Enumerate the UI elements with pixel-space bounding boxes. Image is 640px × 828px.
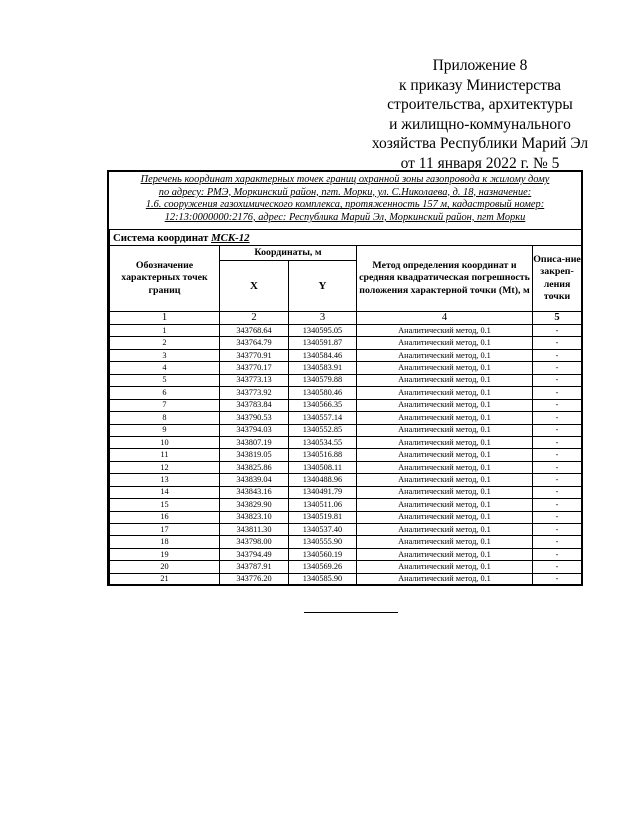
point-number: 17 xyxy=(110,524,220,536)
description-cell: - xyxy=(533,561,582,573)
table-row xyxy=(110,449,582,461)
x-coordinate: 343773.13 xyxy=(220,374,289,386)
y-coordinate: 1340591.87 xyxy=(289,337,357,349)
point-number: 15 xyxy=(110,499,220,511)
table-row xyxy=(110,573,582,585)
x-coordinate: 343787.91 xyxy=(220,561,289,573)
y-coordinate: 1340569.26 xyxy=(289,561,357,573)
point-number: 12 xyxy=(110,461,220,473)
description-cell: - xyxy=(533,337,582,349)
table-row xyxy=(110,486,582,498)
point-number: 6 xyxy=(110,387,220,399)
appendix-line: от 11 января 2022 г. № 5 xyxy=(400,154,560,172)
description-cell: - xyxy=(533,474,582,486)
table-row xyxy=(110,362,582,374)
method-cell: Аналитический метод, 0.1 xyxy=(357,362,533,374)
x-coordinate: 343807.19 xyxy=(220,436,289,448)
method-cell: Аналитический метод, 0.1 xyxy=(357,511,533,523)
method-cell: Аналитический метод, 0.1 xyxy=(357,486,533,498)
point-number: 10 xyxy=(110,436,220,448)
table-row xyxy=(110,536,582,548)
point-number: 20 xyxy=(110,561,220,573)
header-designation: Обозначение характерных точек границ xyxy=(110,246,220,312)
point-number: 13 xyxy=(110,474,220,486)
caption-line: 12:13:0000000:2176, адрес: Республика Марий Эл, Моркинский район, пгт Морки xyxy=(164,211,526,223)
header-x: X xyxy=(220,261,289,312)
point-number: 16 xyxy=(110,511,220,523)
y-coordinate: 1340585.90 xyxy=(289,573,357,585)
y-coordinate: 1340537.40 xyxy=(289,524,357,536)
header-method: Метод определения координат и средняя квадратическая погрешность положения характерной точки (Mt), м xyxy=(357,246,533,312)
x-coordinate: 343819.05 xyxy=(220,449,289,461)
point-number: 19 xyxy=(110,548,220,560)
table-row xyxy=(110,374,582,386)
method-cell: Аналитический метод, 0.1 xyxy=(357,337,533,349)
method-cell: Аналитический метод, 0.1 xyxy=(357,536,533,548)
method-cell: Аналитический метод, 0.1 xyxy=(357,387,533,399)
x-coordinate: 343783.84 xyxy=(220,399,289,411)
column-number: 2 xyxy=(220,312,289,325)
y-coordinate: 1340595.05 xyxy=(289,325,357,337)
table-row xyxy=(110,349,582,361)
method-cell: Аналитический метод, 0.1 xyxy=(357,412,533,424)
point-number: 8 xyxy=(110,412,220,424)
x-coordinate: 343843.16 xyxy=(220,486,289,498)
table-caption xyxy=(109,174,581,224)
method-cell: Аналитический метод, 0.1 xyxy=(357,449,533,461)
column-number: 3 xyxy=(289,312,357,325)
caption-line: Перечень координат характерных точек границ охранной зоны газопровода к жилому дому xyxy=(140,174,550,185)
description-cell: - xyxy=(533,461,582,473)
x-coordinate: 343768.64 xyxy=(220,325,289,337)
table-row xyxy=(110,548,582,560)
description-cell: - xyxy=(533,412,582,424)
point-number: 21 xyxy=(110,573,220,585)
coordinate-system-cell xyxy=(110,230,582,246)
x-coordinate: 343773.92 xyxy=(220,387,289,399)
method-cell: Аналитический метод, 0.1 xyxy=(357,325,533,337)
appendix-line: хозяйства Республики Марий Эл xyxy=(371,135,589,153)
x-coordinate: 343829.90 xyxy=(220,499,289,511)
description-cell: - xyxy=(533,486,582,498)
description-cell: - xyxy=(533,399,582,411)
method-cell: Аналитический метод, 0.1 xyxy=(357,524,533,536)
description-cell: - xyxy=(533,548,582,560)
coordinate-system-name: МСК-12 xyxy=(211,231,250,244)
description-cell: - xyxy=(533,524,582,536)
table-row xyxy=(110,474,582,486)
description-cell: - xyxy=(533,536,582,548)
method-cell: Аналитический метод, 0.1 xyxy=(357,499,533,511)
coordinates-table xyxy=(109,229,582,586)
point-number: 2 xyxy=(110,337,220,349)
x-coordinate: 343839.04 xyxy=(220,474,289,486)
point-number: 3 xyxy=(110,349,220,361)
y-coordinate: 1340488.96 xyxy=(289,474,357,486)
x-coordinate: 343776.20 xyxy=(220,573,289,585)
method-cell: Аналитический метод, 0.1 xyxy=(357,561,533,573)
caption-line: 1.6. сооружения газохимического комплекса, протяженность 157 м, кадастровый номер: xyxy=(145,199,545,211)
signature-line xyxy=(304,612,398,613)
y-coordinate: 1340534.55 xyxy=(289,436,357,448)
column-number-row xyxy=(110,312,582,325)
y-coordinate: 1340557.14 xyxy=(289,412,357,424)
x-coordinate: 343794.49 xyxy=(220,548,289,560)
appendix-line: строительства, архитектуры xyxy=(387,96,573,114)
y-coordinate: 1340560.19 xyxy=(289,548,357,560)
point-number: 18 xyxy=(110,536,220,548)
description-cell: - xyxy=(533,387,582,399)
appendix-line: Приложение 8 xyxy=(432,57,528,74)
header-description: Описа-ние закреп-ления точки xyxy=(533,246,582,312)
description-cell: - xyxy=(533,436,582,448)
table-row xyxy=(110,461,582,473)
description-cell: - xyxy=(533,511,582,523)
y-coordinate: 1340579.88 xyxy=(289,374,357,386)
point-number: 14 xyxy=(110,486,220,498)
point-number: 11 xyxy=(110,449,220,461)
description-cell: - xyxy=(533,362,582,374)
method-cell: Аналитический метод, 0.1 xyxy=(357,349,533,361)
x-coordinate: 343811.30 xyxy=(220,524,289,536)
column-number: 4 xyxy=(357,312,533,325)
column-number: 1 xyxy=(110,312,220,325)
x-coordinate: 343764.79 xyxy=(220,337,289,349)
point-number: 5 xyxy=(110,374,220,386)
table-row xyxy=(110,412,582,424)
table-row xyxy=(110,511,582,523)
y-coordinate: 1340584.46 xyxy=(289,349,357,361)
y-coordinate: 1340511.06 xyxy=(289,499,357,511)
point-number: 9 xyxy=(110,424,220,436)
method-cell: Аналитический метод, 0.1 xyxy=(357,461,533,473)
appendix-line: и жилищно-коммунального xyxy=(389,115,571,133)
table-row xyxy=(110,424,582,436)
table-row xyxy=(110,387,582,399)
table-row xyxy=(110,325,582,337)
coordinate-system-row xyxy=(110,230,582,246)
y-coordinate: 1340555.90 xyxy=(289,536,357,548)
table-row xyxy=(110,337,582,349)
method-cell: Аналитический метод, 0.1 xyxy=(357,374,533,386)
y-coordinate: 1340516.88 xyxy=(289,449,357,461)
y-coordinate: 1340491.79 xyxy=(289,486,357,498)
method-cell: Аналитический метод, 0.1 xyxy=(357,548,533,560)
table-row xyxy=(110,436,582,448)
method-cell: Аналитический метод, 0.1 xyxy=(357,474,533,486)
y-coordinate: 1340552.85 xyxy=(289,424,357,436)
appendix-line: к приказу Министерства xyxy=(399,76,561,94)
x-coordinate: 343798.00 xyxy=(220,536,289,548)
description-cell: - xyxy=(533,374,582,386)
x-coordinate: 343770.91 xyxy=(220,349,289,361)
description-cell: - xyxy=(533,573,582,585)
y-coordinate: 1340508.11 xyxy=(289,461,357,473)
table-row xyxy=(110,499,582,511)
x-coordinate: 343794.03 xyxy=(220,424,289,436)
point-number: 7 xyxy=(110,399,220,411)
table-row xyxy=(110,524,582,536)
description-cell: - xyxy=(533,499,582,511)
x-coordinate: 343823.10 xyxy=(220,511,289,523)
method-cell: Аналитический метод, 0.1 xyxy=(357,573,533,585)
method-cell: Аналитический метод, 0.1 xyxy=(357,436,533,448)
x-coordinate: 343770.17 xyxy=(220,362,289,374)
description-cell: - xyxy=(533,449,582,461)
appendix-header xyxy=(360,56,600,174)
point-number: 1 xyxy=(110,325,220,337)
x-coordinate: 343790.53 xyxy=(220,412,289,424)
table-row xyxy=(110,561,582,573)
table-row xyxy=(110,399,582,411)
y-coordinate: 1340566.35 xyxy=(289,399,357,411)
method-cell: Аналитический метод, 0.1 xyxy=(357,399,533,411)
point-number: 4 xyxy=(110,362,220,374)
y-coordinate: 1340519.81 xyxy=(289,511,357,523)
y-coordinate: 1340580.46 xyxy=(289,387,357,399)
description-cell: - xyxy=(533,325,582,337)
caption-line: по адресу: РМЭ, Моркинский район, пгт. Морки, ул. С.Николаева, д. 18, назначение: xyxy=(158,186,532,198)
column-number: 5 xyxy=(533,312,582,325)
header-coordinates: Координаты, м xyxy=(220,246,357,261)
header-row xyxy=(110,246,582,261)
description-cell: - xyxy=(533,349,582,361)
description-cell: - xyxy=(533,424,582,436)
header-y: Y xyxy=(289,261,357,312)
method-cell: Аналитический метод, 0.1 xyxy=(357,424,533,436)
coordinate-system-label: Система координат xyxy=(113,231,209,244)
y-coordinate: 1340583.91 xyxy=(289,362,357,374)
x-coordinate: 343825.86 xyxy=(220,461,289,473)
